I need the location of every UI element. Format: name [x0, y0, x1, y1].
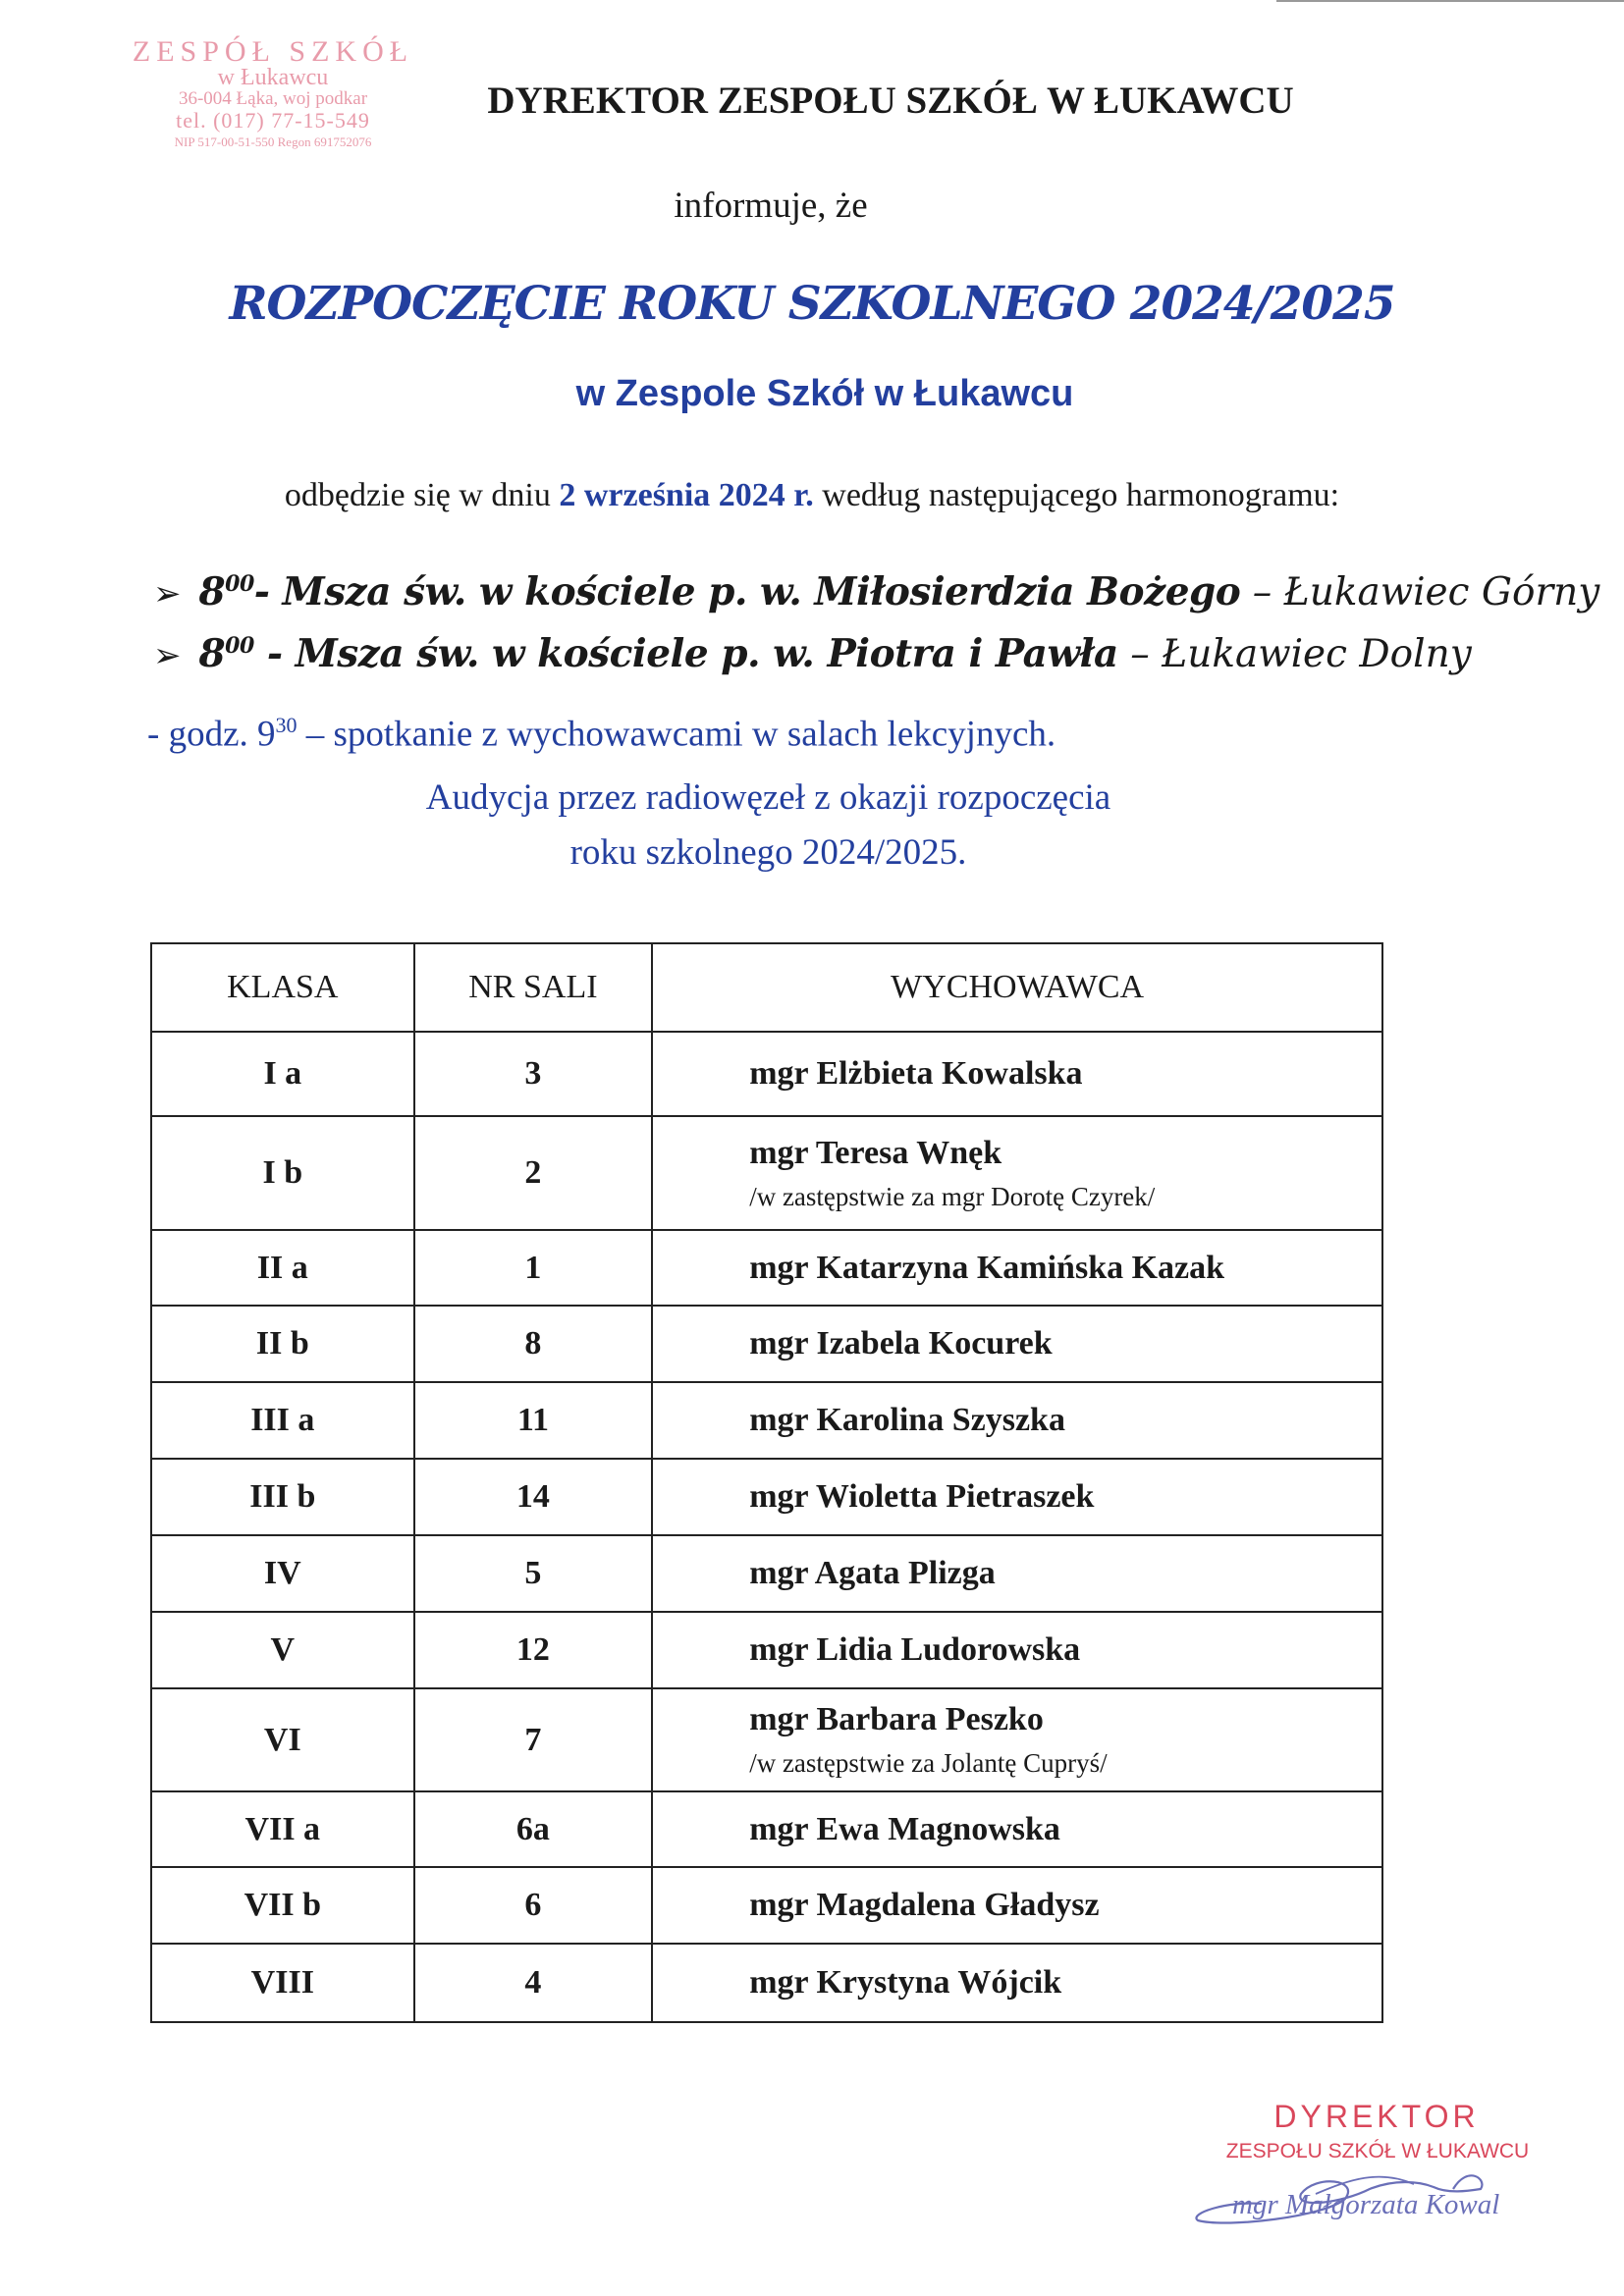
substitution-note: /w zastępstwie za Jolantę Cupryś/ — [749, 1748, 1108, 1778]
teacher-name: mgr Teresa Wnęk — [749, 1134, 1002, 1171]
teacher-name: mgr Agata Plizga — [749, 1555, 996, 1591]
cell-wychowawca — [652, 1944, 1382, 2022]
teacher-name: mgr Ewa Magnowska — [749, 1810, 1060, 1847]
signature-name: mgr Małgorzata Kowal — [1232, 2189, 1500, 2220]
teacher-name: mgr Katarzyna Kamińska Kazak — [749, 1249, 1225, 1286]
cell-wychowawca — [652, 1535, 1382, 1612]
cell-nr-sali: 6 — [414, 1867, 653, 1944]
radio-line: Audycja przez radiowęzeł z okazji rozpoczęcia — [425, 777, 1111, 818]
cell-wychowawca — [652, 1382, 1382, 1459]
mass-separator: - — [253, 631, 296, 676]
teacher-name: mgr Lidia Ludorowska — [749, 1631, 1081, 1668]
mass-minutes: 00 — [225, 633, 254, 659]
mass-item — [153, 631, 1472, 676]
table-row — [151, 1306, 1382, 1382]
document-title — [0, 79, 1624, 123]
cell-nr-sali: 3 — [414, 1032, 653, 1116]
date-line — [0, 477, 1624, 514]
substitution-note: /w zastępstwie za mgr Dorotę Czyrek/ — [749, 1181, 1156, 1211]
date-line-prefix: odbędzie się w dniu — [284, 477, 560, 513]
cell-wychowawca — [652, 1688, 1382, 1791]
arrow-bullet-icon: ➢ — [153, 574, 182, 614]
table-row — [151, 1867, 1382, 1944]
cell-nr-sali: 11 — [414, 1382, 653, 1459]
cell-klasa: VI — [151, 1688, 414, 1791]
teacher-name: mgr Barbara Peszko — [749, 1701, 1044, 1737]
table-header-row — [151, 943, 1382, 1032]
cell-wychowawca — [652, 1230, 1382, 1306]
mass-place: Łukawiec Górny — [1283, 570, 1600, 614]
mass-place: Łukawiec Dolny — [1162, 632, 1472, 676]
header-wychowawca: WYCHOWAWCA — [652, 943, 1382, 1032]
event-date: 2 września 2024 r. — [559, 477, 814, 513]
meeting-text: – spotkanie z wychowawcami w salach lekcyjnych. — [297, 714, 1056, 755]
table-row — [151, 1116, 1382, 1230]
signature-title: DYREKTOR — [1273, 2099, 1480, 2134]
table-row — [151, 1535, 1382, 1612]
teacher-name: mgr Magdalena Gładysz — [749, 1887, 1100, 1923]
mass-dash: – — [1117, 632, 1163, 676]
teacher-name: mgr Krystyna Wójcik — [749, 1964, 1062, 2001]
headline: ROZPOCZĘCIE ROKU SZKOLNEGO 2024/2025 — [229, 277, 1395, 331]
table-row — [151, 1382, 1382, 1459]
cell-nr-sali: 5 — [414, 1535, 653, 1612]
cell-wychowawca — [652, 1116, 1382, 1230]
teacher-name: mgr Karolina Szyszka — [749, 1402, 1065, 1438]
cell-wychowawca — [652, 1306, 1382, 1382]
table-row — [151, 1688, 1382, 1791]
cell-klasa: III b — [151, 1459, 414, 1535]
table-row — [151, 1944, 1382, 2022]
cell-nr-sali: 6a — [414, 1791, 653, 1867]
cell-nr-sali: 12 — [414, 1612, 653, 1688]
cell-klasa: III a — [151, 1382, 414, 1459]
cell-klasa: IV — [151, 1535, 414, 1612]
teacher-name: mgr Elżbieta Kowalska — [749, 1055, 1083, 1092]
arrow-bullet-icon: ➢ — [153, 636, 182, 675]
header-nr-sali: NR SALI — [414, 943, 653, 1032]
stamp-line: tel. (017) 77-15-549 — [176, 108, 370, 133]
cell-klasa: I b — [151, 1116, 414, 1230]
signature-school: ZESPOŁU SZKÓŁ W ŁUKAWCU — [1225, 2140, 1530, 2163]
cell-klasa: V — [151, 1612, 414, 1688]
subheadline: w Zespole Szkół w Łukawcu — [575, 373, 1074, 414]
cell-nr-sali: 8 — [414, 1306, 653, 1382]
cell-nr-sali: 7 — [414, 1688, 653, 1791]
cell-wychowawca — [652, 1032, 1382, 1116]
meeting-prefix: - godz. 9 — [147, 714, 276, 755]
meeting-line — [147, 713, 1056, 755]
teacher-name: mgr Izabela Kocurek — [749, 1325, 1053, 1362]
radio-line: roku szkolnego 2024/2025. — [569, 832, 967, 873]
mass-hour: 8 — [198, 631, 226, 676]
mass-separator: - — [253, 569, 283, 614]
cell-nr-sali: 14 — [414, 1459, 653, 1535]
mass-text: Msza św. w kościele p. w. Miłosierdzia Bożego — [282, 569, 1241, 614]
table-row — [151, 1230, 1382, 1306]
table-row — [151, 1459, 1382, 1535]
teacher-name: mgr Wioletta Pietraszek — [749, 1478, 1095, 1515]
cell-klasa: II a — [151, 1230, 414, 1306]
radio-note — [0, 771, 1537, 881]
mass-minutes: 00 — [225, 571, 254, 597]
cell-klasa: VII a — [151, 1791, 414, 1867]
scan-edge-line — [1276, 0, 1624, 2]
schedule-table — [150, 942, 1383, 2023]
stamp-line: NIP 517-00-51-550 Regon 691752076 — [174, 134, 372, 149]
table-row — [151, 1791, 1382, 1867]
stamp-line: 36-004 Łąka, woj podkar — [178, 88, 368, 109]
cell-klasa: I a — [151, 1032, 414, 1116]
table-row — [151, 1612, 1382, 1688]
cell-klasa: VIII — [151, 1944, 414, 2022]
mass-text: Msza św. w kościele p. w. Piotra i Pawła — [295, 631, 1118, 676]
informs-line: informuje, że — [674, 186, 868, 226]
date-line-suffix: według następującego harmonogramu: — [813, 477, 1340, 513]
header-klasa: KLASA — [151, 943, 414, 1032]
mass-item — [153, 569, 1599, 614]
stamp-line: w Łukawcu — [217, 65, 329, 90]
cell-wychowawca — [652, 1867, 1382, 1944]
mass-hour: 8 — [198, 569, 226, 614]
cell-wychowawca — [652, 1459, 1382, 1535]
table-row — [151, 1032, 1382, 1116]
cell-wychowawca — [652, 1612, 1382, 1688]
cell-wychowawca — [652, 1791, 1382, 1867]
cell-nr-sali: 4 — [414, 1944, 653, 2022]
cell-klasa: II b — [151, 1306, 414, 1382]
mass-dash: – — [1240, 570, 1284, 614]
meeting-minutes: 30 — [275, 713, 298, 737]
cell-nr-sali: 2 — [414, 1116, 653, 1230]
cell-klasa: VII b — [151, 1867, 414, 1944]
stamp-line: ZESPÓŁ SZKÓŁ — [132, 35, 414, 68]
cell-nr-sali: 1 — [414, 1230, 653, 1306]
title-text: DYREKTOR ZESPOŁU SZKÓŁ W ŁUKAWCU — [487, 80, 1294, 122]
